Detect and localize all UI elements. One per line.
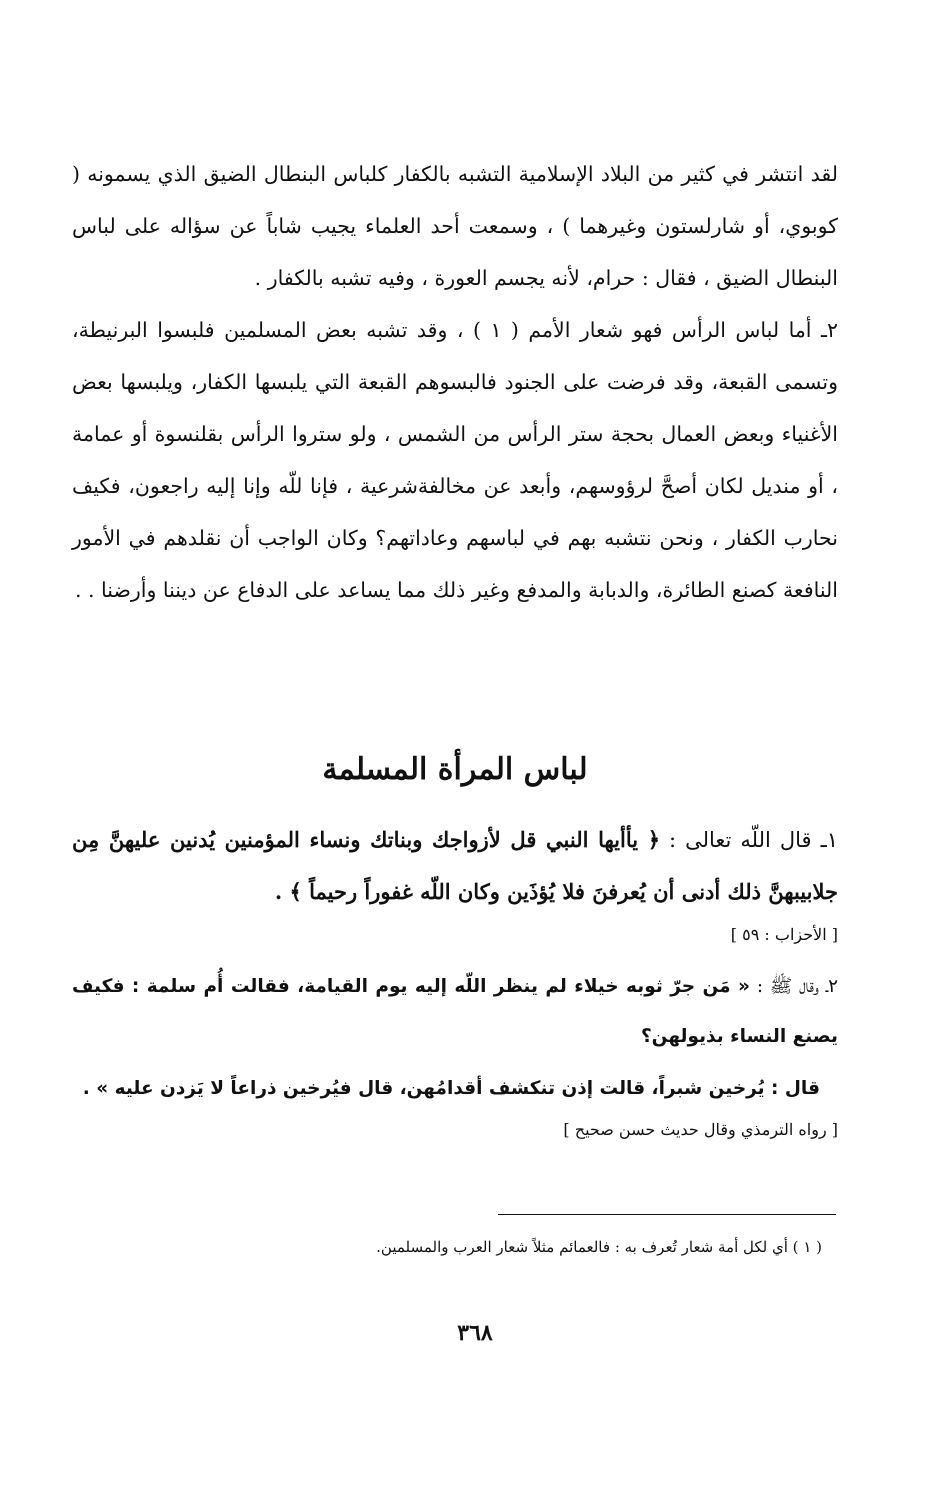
footnote-divider — [498, 1214, 836, 1215]
section-title: لباس المرأة المسلمة — [322, 752, 588, 787]
quran-verse: ﴿ يأأيها النبي قل لأزواجك وبناتك ونساء المؤمنين يُدنين عليهنَّ مِن جلابيبهنَّ ذلك أدنى أن يُعرفنَ فلا يُؤذَين وكان اللّه غفوراً رحيماً ﴾ . — [72, 827, 838, 904]
paragraph-head-covering: ٢ـ أما لباس الرأس فهو شعار الأمم ( ١ ) ، وقد تشبه بعض المسلمين فلبسوا البرنيطة، وتسمى القبعة، وقد فرضت على الجنود فالبسوهم القبعة التي يلبسها الكفار، ويلبسها بعض الأغنياء وبعض العمال بحجة ستر الرأس من الشمس ، ولو ستروا الرأس بقلنسوة أو عمامة ، أو منديل لكان أصحَّ لرؤوسهم، وأبعد عن مخالفةشرعية ، فإنا للّه وإنا إليه راجعون، فكيف نحارب الكفار ، ونحن نتشبه بهم في لباسهم وعاداتهم؟ وكان الواجب أن نقلدهم في الأمور النافعة كصنع الطائرة، والدبابة والمدفع وغير ذلك مما يساعد على الدفاع عن ديننا وأرضنا . . — [72, 318, 838, 602]
body-text — [72, 148, 838, 616]
paragraph-tight-trousers: لقد انتشر في كثير من البلاد الإسلامية التشبه بالكفار كلباس البنطال الضيق الذي يسمونه ( كوبوي، أو شارلستون وغيرهما ) ، وسمعت أحد العلماء يجيب شاباً عن سؤاله على لباس البنطال الضيق ، فقال : حرام، لأنه يجسم العورة ، وفيه تشبه بالكفار . — [72, 162, 838, 290]
quran-prefix: ١ـ قال اللّه تعالى : — [660, 828, 838, 852]
hadith-prefix: ٢ـ وقال ﷺ : — [749, 976, 839, 997]
hadith-block — [72, 962, 838, 1062]
hadith-reference: [ رواه الترمذي وقال حديث حسن صحيح ] — [563, 1120, 838, 1139]
quran-reference: [ الأحزاب : ٥٩ ] — [730, 925, 838, 944]
quran-verse-block — [72, 814, 838, 918]
footnote: ( ١ ) أي لكل أمة شعار تُعرف به : فالعمائم مثلاً شعار العرب والمسلمين. — [376, 1238, 822, 1256]
hadith-text: « مَن جرّ ثوبه خيلاء لم ينظر اللّه إليه يوم القيامة، فقالت أُم سلمة : فكيف يصنع النساء بذيولهن؟ — [72, 976, 838, 1047]
hadith-continuation: قال : يُرخين شبراً، قالت إذن تنكشف أقدامُهن، قال فيُرخين ذراعاً لا يَزدن عليه » . — [82, 1078, 820, 1099]
page-number: ٣٦٨ — [457, 1320, 493, 1346]
